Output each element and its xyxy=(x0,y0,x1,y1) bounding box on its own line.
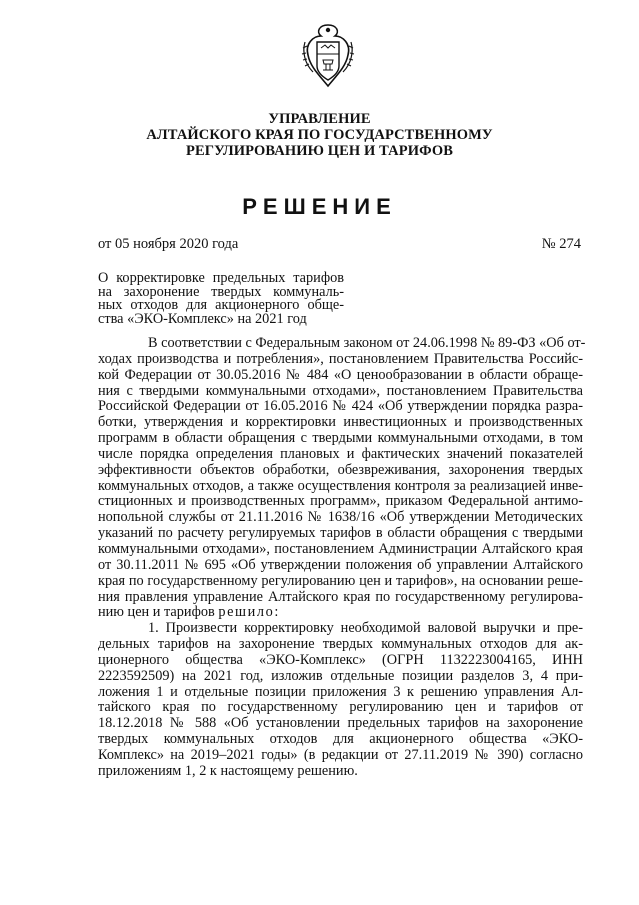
document-body xyxy=(98,335,586,780)
body-line: программ в области обращения с твердыми коммунальными отходами, в том xyxy=(98,430,583,447)
org-line-3: РЕГУЛИРОВАНИЮ ЦЕН И ТАРИФОВ xyxy=(186,143,453,159)
item-line: ционерного общества «ЭКО-Комплекс» (ОГРН 1132223004165, ИНН xyxy=(98,651,583,668)
body-line: числе порядка определения плановых и фактических значений показателей xyxy=(98,445,583,462)
body-line: ния с твердыми коммунальными отходами», постановлением Правительства xyxy=(98,382,583,399)
body-line: ния правления управление Алтайского края по государственному регулирова- xyxy=(98,588,583,605)
body-line: ботки, утверждения и корректировки инвестиционных и производственных xyxy=(98,414,583,431)
organization-name xyxy=(0,111,639,159)
body-line: стиционных и производственных программ», приказом Федеральной антимо- xyxy=(98,493,583,510)
body-line: коммунальных отходов, а также осуществления контроля за реализацией инве- xyxy=(98,477,583,494)
body-line: Российской Федерации от 16.05.2016 № 424 «Об утверждении порядка разра- xyxy=(98,398,583,415)
item-line: тайского края по государственному регулированию цен и тарифов от xyxy=(98,699,583,716)
body-line-resolution xyxy=(98,605,583,621)
item-line: Комплекс» на 2019–2021 годы» (в редакции от 27.11.2019 № 390) согласно xyxy=(98,746,583,763)
body-line: коммунальными отходами», постановлением Администрации Алтайского края xyxy=(98,540,583,557)
body-line: нопольной службы от 21.11.2016 № 1638/16 «Об утверждении Методических xyxy=(98,509,583,526)
body-line: указаний по расчету регулируемых тарифов в области обращения с твердыми xyxy=(98,525,583,542)
altai-krai-coat-of-arms-icon xyxy=(299,22,357,90)
item-line: 18.12.2018 № 588 «Об установлении предельных тарифов на захоронение xyxy=(98,715,583,732)
body-line: В соответствии с Федеральным законом от 24.06.1998 № 89-ФЗ «Об от- xyxy=(148,335,586,351)
body-line: края по государственному регулированию цен и тарифов», на основании реше- xyxy=(98,572,583,589)
subject-line: О корректировке предельных тарифов xyxy=(98,270,344,286)
subject-line: ства «ЭКО-Комплекс» на 2021 год xyxy=(98,310,307,327)
item-line: 1. Произвести корректировку необходимой валовой выручки и пре- xyxy=(148,620,583,637)
body-line: от 30.11.2011 № 695 «Об утверждении положения об управлении Алтайского xyxy=(98,556,583,573)
body-line: эффективности объектов обработки, обезвреживания, захоронения твердых xyxy=(98,461,583,478)
resolution-colon: : xyxy=(274,604,279,621)
body-line: кой Федерации от 30.05.2016 № 484 «О ценообразовании в области обраще- xyxy=(98,366,583,383)
item-line: твердых коммунальных отходов для акционерного общества «ЭКО- xyxy=(98,731,583,748)
item-line: приложениям 1, 2 к настоящему решению. xyxy=(98,762,358,779)
document-subject xyxy=(98,272,344,326)
document-number: № 274 xyxy=(541,236,581,252)
resolution-word: решило xyxy=(218,604,275,621)
item-line: ложения 1 и отдельные позиции приложения 3 к решению управления Ал- xyxy=(98,683,583,700)
document-date: от 05 ноября 2020 года xyxy=(98,236,239,252)
subject-line: на захоронение твердых коммуналь- xyxy=(98,283,344,300)
org-line-2: АЛТАЙСКОГО КРАЯ ПО ГОСУДАРСТВЕННОМУ xyxy=(146,127,493,143)
document-type-title: РЕШЕНИЕ xyxy=(242,194,397,219)
item-line: 2223592509) на 2021 год, изложив отдельные позиции разделов 3, 4 при- xyxy=(98,667,583,684)
subject-line: ных отходов для акционерного обще- xyxy=(98,297,344,314)
resolution-prefix: нию цен и тарифов xyxy=(98,604,215,621)
item-line: дельных тарифов на захоронение твердых коммунальных отходов для ак- xyxy=(98,636,583,653)
body-line: ходах производства и потребления», постановлением Правительства Российс- xyxy=(98,350,583,367)
org-line-1: УПРАВЛЕНИЕ xyxy=(268,111,371,127)
